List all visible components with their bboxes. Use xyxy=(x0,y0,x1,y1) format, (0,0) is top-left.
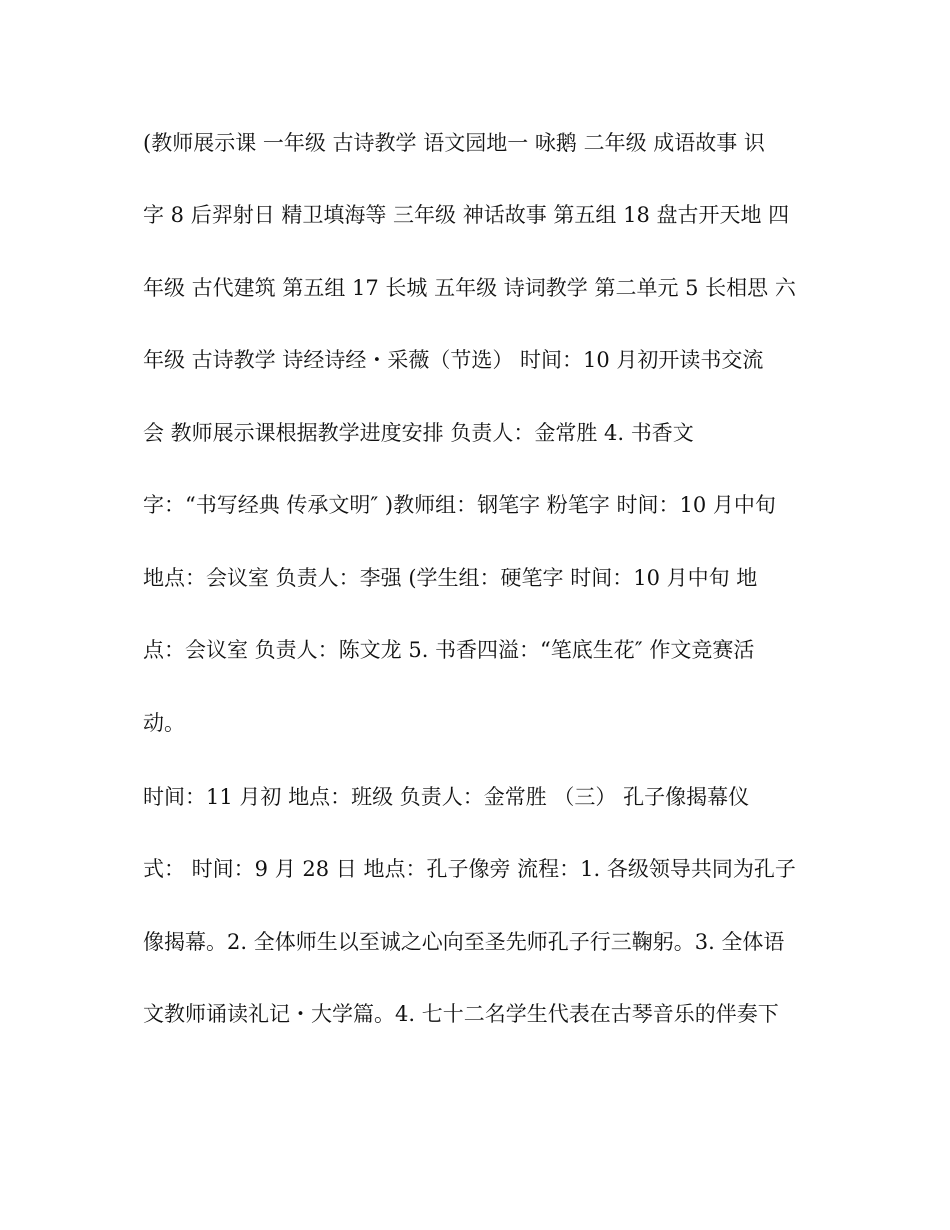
text-line-9: 动。 xyxy=(143,711,185,735)
text-line-11: 式： 时间：9 月 28 日 地点：孔子像旁 流程：1. 各级领导共同为孔子 xyxy=(143,857,796,881)
text-line-8: 点：会议室 负责人：陈文龙 5. 书香四溢：“笔底生花″ 作文竞赛活 xyxy=(143,638,755,662)
text-line-5: 会 教师展示课根据教学进度安排 负责人：金常胜 4. 书香文 xyxy=(143,421,694,445)
text-line-6: 字：“书写经典 传承文明″ )教师组：钢笔字 粉笔字 时间：10 月中旬 xyxy=(143,493,776,517)
text-line-7: 地点：会议室 负责人：李强 (学生组：硬笔字 时间：10 月中旬 地 xyxy=(143,566,758,590)
text-line-3: 年级 古代建筑 第五组 17 长城 五年级 诗词教学 第二单元 5 长相思 六 xyxy=(143,276,796,300)
text-line-1: (教师展示课 一年级 古诗教学 语文园地一 咏鹅 二年级 成语故事 识 xyxy=(143,131,765,155)
text-line-4: 年级 古诗教学 诗经诗经・采薇（节选） 时间：10 月初开读书交流 xyxy=(143,348,764,372)
text-line-2: 字 8 后羿射日 精卫填海等 三年级 神话故事 第五组 18 盘古开天地 四 xyxy=(143,203,790,227)
text-line-13: 文教师诵读礼记・大学篇。4. 七十二名学生代表在古琴音乐的伴奏下 xyxy=(143,1002,779,1026)
text-line-10: 时间：11 月初 地点：班级 负责人：金常胜 （三） 孔子像揭幕仪 xyxy=(143,785,750,809)
text-line-12: 像揭幕。2. 全体师生以至诚之心向至圣先师孔子行三鞠躬。3. 全体语 xyxy=(143,930,785,954)
